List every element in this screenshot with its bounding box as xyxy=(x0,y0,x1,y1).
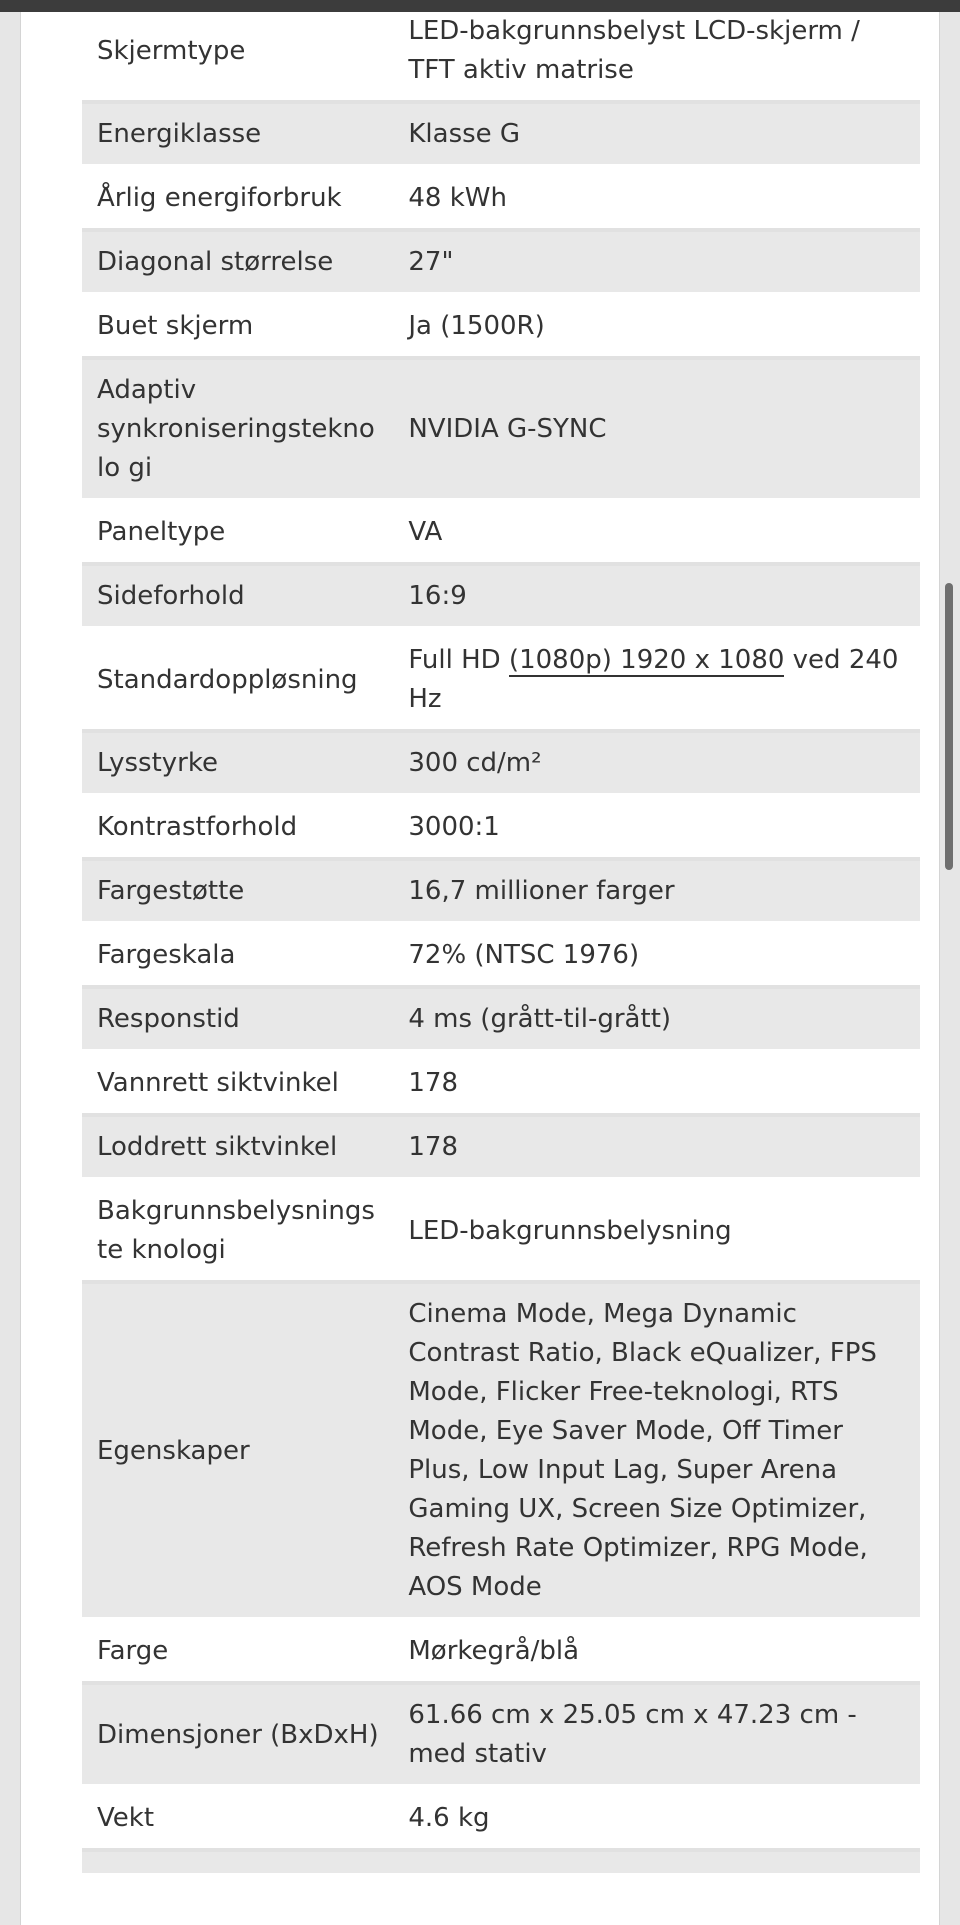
spec-value: 4.6 kg xyxy=(394,1786,920,1850)
spec-key: Loddrett siktvinkel xyxy=(82,1115,394,1179)
spec-value: LED-bakgrunnsbelyst LCD-skjerm / TFT aktiv matrise xyxy=(394,12,920,102)
spec-row-features xyxy=(82,1282,920,1619)
spec-row-color-gamut xyxy=(82,923,920,987)
spec-row-backlight xyxy=(82,1179,920,1282)
spec-key: Skjermtype xyxy=(82,12,394,102)
spec-row-aspect-ratio xyxy=(82,564,920,628)
spec-value: 178 xyxy=(394,1115,920,1179)
resolution-suffix: ved 240 Hz xyxy=(408,645,899,714)
spec-table xyxy=(82,12,920,1877)
spec-value: 3000:1 xyxy=(394,795,920,859)
spec-row-next xyxy=(82,1850,920,1875)
spec-key: Kontrastforhold xyxy=(82,795,394,859)
spec-value: 48 kWh xyxy=(394,166,920,230)
spec-row-curved-screen xyxy=(82,294,920,358)
spec-key: Egenskaper xyxy=(82,1282,394,1619)
spec-key: Paneltype xyxy=(82,500,394,564)
spec-row-annual-energy xyxy=(82,166,920,230)
spec-key: Vekt xyxy=(82,1786,394,1850)
spec-row-horizontal-angle xyxy=(82,1051,920,1115)
spec-row-diagonal-size xyxy=(82,230,920,294)
spec-key: Energiklasse xyxy=(82,102,394,166)
resolution-prefix: Full HD xyxy=(408,645,509,675)
spec-value: Cinema Mode, Mega Dynamic Contrast Ratio, Black eQualizer, FPS Mode, Flicker Free-teknologi, RTS Mode, Eye Saver Mode, Off Timer Plus, Low Input Lag, Super Arena Gaming UX, Screen Size Optimizer, Refresh Rate Optimizer, RPG Mode, AOS Mode xyxy=(394,1282,920,1619)
spec-value: 178 xyxy=(394,1051,920,1115)
spec-key: Dimensjoner (BxDxH) xyxy=(82,1683,394,1786)
spec-row-screen-type xyxy=(82,12,920,102)
spec-key: Responstid xyxy=(82,987,394,1051)
spec-row-adaptive-sync xyxy=(82,358,920,500)
spec-row-resolution xyxy=(82,628,920,731)
spec-key: Adaptiv synkroniseringsteknolo gi xyxy=(82,358,394,500)
spec-value: LED-bakgrunnsbelysning xyxy=(394,1179,920,1282)
spec-value: 4 ms (grått-til-grått) xyxy=(394,987,920,1051)
spec-row-response-time xyxy=(82,987,920,1051)
spec-key: Vannrett siktvinkel xyxy=(82,1051,394,1115)
spec-key: Bakgrunnsbelysningste knologi xyxy=(82,1179,394,1282)
spec-row-color-support xyxy=(82,859,920,923)
spec-key: Årlig energiforbruk xyxy=(82,166,394,230)
spec-value: 72% (NTSC 1976) xyxy=(394,923,920,987)
spec-key: Diagonal størrelse xyxy=(82,230,394,294)
spec-key: Fargestøtte xyxy=(82,859,394,923)
spec-value: VA xyxy=(394,500,920,564)
spec-key: Sideforhold xyxy=(82,564,394,628)
spec-key: Farge xyxy=(82,1619,394,1683)
spec-key: Standardoppløsning xyxy=(82,628,394,731)
spec-value: 61.66 cm x 25.05 cm x 47.23 cm - med stativ xyxy=(394,1683,920,1786)
spec-row-panel-type xyxy=(82,500,920,564)
resolution-link[interactable]: (1080p) 1920 x 1080 xyxy=(508,645,785,675)
spec-row-color xyxy=(82,1619,920,1683)
spec-key: Lysstyrke xyxy=(82,731,394,795)
spec-value: 16:9 xyxy=(394,564,920,628)
spec-row-weight xyxy=(82,1786,920,1850)
spec-value: NVIDIA G-SYNC xyxy=(394,358,920,500)
spec-value xyxy=(394,628,920,731)
spec-row-dimensions xyxy=(82,1683,920,1786)
spec-value: 300 cd/m² xyxy=(394,731,920,795)
spec-row-vertical-angle xyxy=(82,1115,920,1179)
spec-page xyxy=(20,12,940,1925)
spec-value: 27" xyxy=(394,230,920,294)
spec-value xyxy=(394,1850,920,1875)
status-bar xyxy=(0,0,960,12)
spec-key: Fargeskala xyxy=(82,923,394,987)
spec-value: Klasse G xyxy=(394,102,920,166)
spec-key xyxy=(82,1850,394,1875)
spec-row-contrast-ratio xyxy=(82,795,920,859)
spec-value: Ja (1500R) xyxy=(394,294,920,358)
scrollbar-thumb[interactable] xyxy=(945,583,953,870)
spec-row-energy-class xyxy=(82,102,920,166)
spec-row-brightness xyxy=(82,731,920,795)
spec-value: 16,7 millioner farger xyxy=(394,859,920,923)
spec-key: Buet skjerm xyxy=(82,294,394,358)
spec-value: Mørkegrå/blå xyxy=(394,1619,920,1683)
